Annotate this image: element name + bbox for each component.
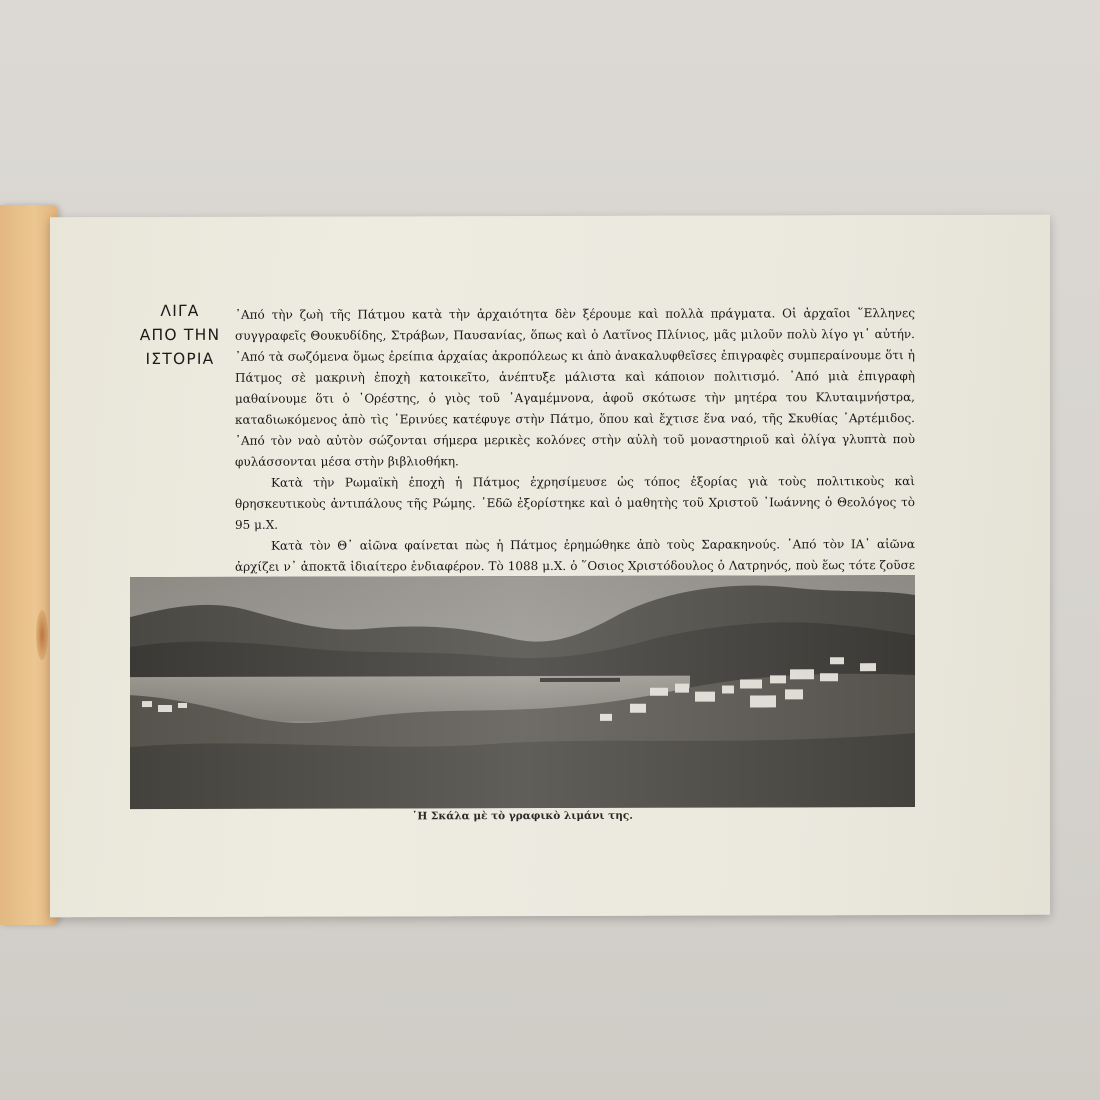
section-title-line-3: ΙΣΤΟΡΙΑ [145, 349, 215, 369]
section-title-line-2: ΑΠΟ ΤΗΝ [139, 325, 221, 345]
rust-stain [36, 610, 48, 660]
harbor-photo-image [130, 575, 915, 809]
paragraph-3: Κατὰ τὸν Θ᾿ αἰῶνα φαίνεται πὼς ἡ Πάτμος ἐρημώθηκε ἀπὸ τοὺς Σαρακηνούς. ᾿Από τὸν ΙΑ᾿ αἰῶνα ἀρχίζει ν᾿ ἀποκτᾶ ἰδιαίτερο ἐνδιαφέρον. Τὸ 1088 μ.Χ. ὁ ῞Οσιος Χριστόδουλος ὁ Λατρηνός, ποὺ ἕως τότε ζοῦσε [235, 537, 915, 574]
book-page [50, 215, 1050, 918]
paragraph-2: Κατὰ τὴν Ρωμαϊκὴ ἐποχὴ ἡ Πάτμος ἐχρησίμευσε ὡς τόπος ἐξορίας γιὰ τοὺς πολιτικοὺς καὶ θρησκευτικοὺς ἀντιπάλους τῆς Ρώμης. ᾿Εδῶ ἐξορίστηκε καὶ ὁ μαθητὴς τοῦ Χριστοῦ ᾿Ιωάννης ὁ Θεολόγος τὸ 95 μ.Χ. [235, 474, 915, 532]
body-text [235, 303, 915, 620]
photo-caption: ῾Η Σκάλα μὲ τὸ γραφικὸ λιμάνι της. [412, 809, 633, 823]
section-title [130, 299, 230, 371]
paragraph-1: ᾿Από τὴν ζωὴ τῆς Πάτμου κατὰ τὴν ἀρχαιότητα δὲν ξέρουμε καὶ πολλὰ πράγματα. Οἱ ἀρχαῖοι ῞Ελληνες συγγραφεῖς Θουκυδίδης, Στράβων, Παυσανίας, ὅπως καὶ ὁ Λατῖνος Πλίνιος, μᾶς μιλοῦν πολὺ λίγο γι᾿ αὐτήν. ᾿Από τὰ σωζόμενα ὅμως ἐρείπια ἀρχαίας ἀκροπόλεως κι ἀπὸ ἀνακαλυφθεῖσες ἐπιγραφὲς συμπεραίνουμε ὅτι ἡ Πάτμος σὲ μακρινὴ ἐποχὴ κατοικεῖτο, ἀνέπτυξε μάλιστα καὶ κάποιον πολιτισμό. ᾿Από μιὰ ἐπιγραφὴ μαθαίνουμε ὅτι ὁ ᾿Ορέστης, ὁ γιὸς τοῦ ᾿Αγαμέμνονα, ἀφοῦ σκότωσε τὴν μητέρα του Κλυταιμνήστρα, καταδιωκόμενος ἀπὸ τὶς ᾿Ερινύες κατέφυγε στὴν Πάτμο, ὅπου καὶ ἔχτισε ἕνα ναό, τῆς Σκυθίας ᾿Αρτέμιδος. ᾿Από τὸν ναὸ αὐτὸν σώζονται σήμερα μερικὲς κολόνες στὴν αὐλὴ τοῦ μοναστηριοῦ καὶ ὀλίγα γλυπτὰ ποὺ φυλάσσονται μέσα στὴν βιβλιοθήκη. [235, 306, 915, 469]
harbor-photo [130, 575, 915, 809]
section-title-line-1: ΛΙΓΑ [160, 301, 200, 321]
